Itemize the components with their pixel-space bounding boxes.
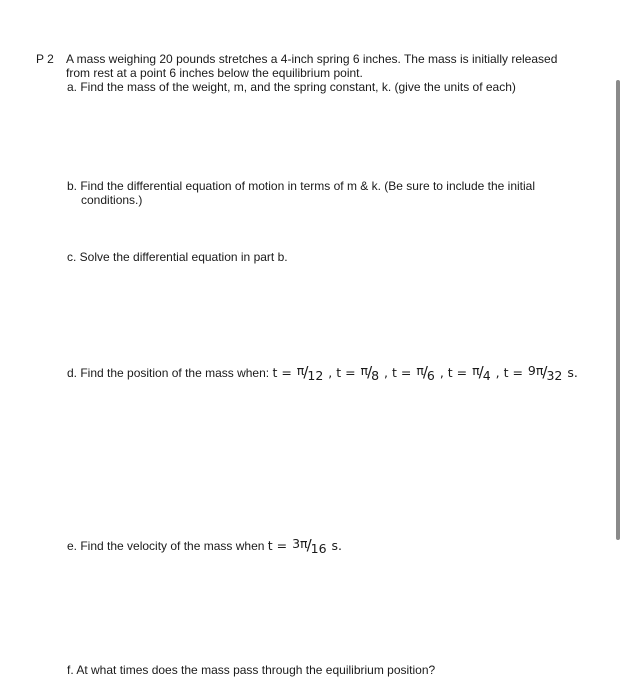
part-d-prefix: d. Find the position of the mass when:: [67, 366, 273, 380]
time-list: [272, 363, 578, 383]
time-value: t = π/8 ,: [336, 363, 392, 383]
time-value: t = π/12 ,: [272, 363, 337, 383]
part-b-question: b. Find the differential equation of motion in terms of m & k. (Be sure to include the initial: [67, 179, 536, 193]
time-value: t = 9π/32 s.: [503, 363, 578, 383]
time-value: t = π/4 ,: [447, 363, 504, 383]
part-d-question: [67, 363, 578, 381]
part-c-question: c. Solve the differential equation in part b.: [67, 250, 288, 264]
scrollbar[interactable]: [616, 80, 620, 540]
time-value: t = 3π/16 s.: [267, 536, 343, 556]
time-value: t = π/6 ,: [392, 363, 448, 383]
part-e-question: [67, 536, 342, 554]
problem-statement-line-2: from rest at a point 6 inches below the equilibrium point.: [66, 66, 363, 80]
part-e-prefix: e. Find the velocity of the mass when: [67, 539, 268, 553]
part-a-question: a. Find the mass of the weight, m, and the spring constant, k. (give the units of each): [67, 80, 516, 94]
part-b-question-continued: conditions.): [81, 193, 143, 207]
problem-statement-line-1: A mass weighing 20 pounds stretches a 4-inch spring 6 inches. The mass is initially released: [66, 52, 558, 66]
problem-number: P 2: [36, 52, 54, 66]
part-f-question: f. At what times does the mass pass through the equilibrium position?: [67, 663, 436, 677]
